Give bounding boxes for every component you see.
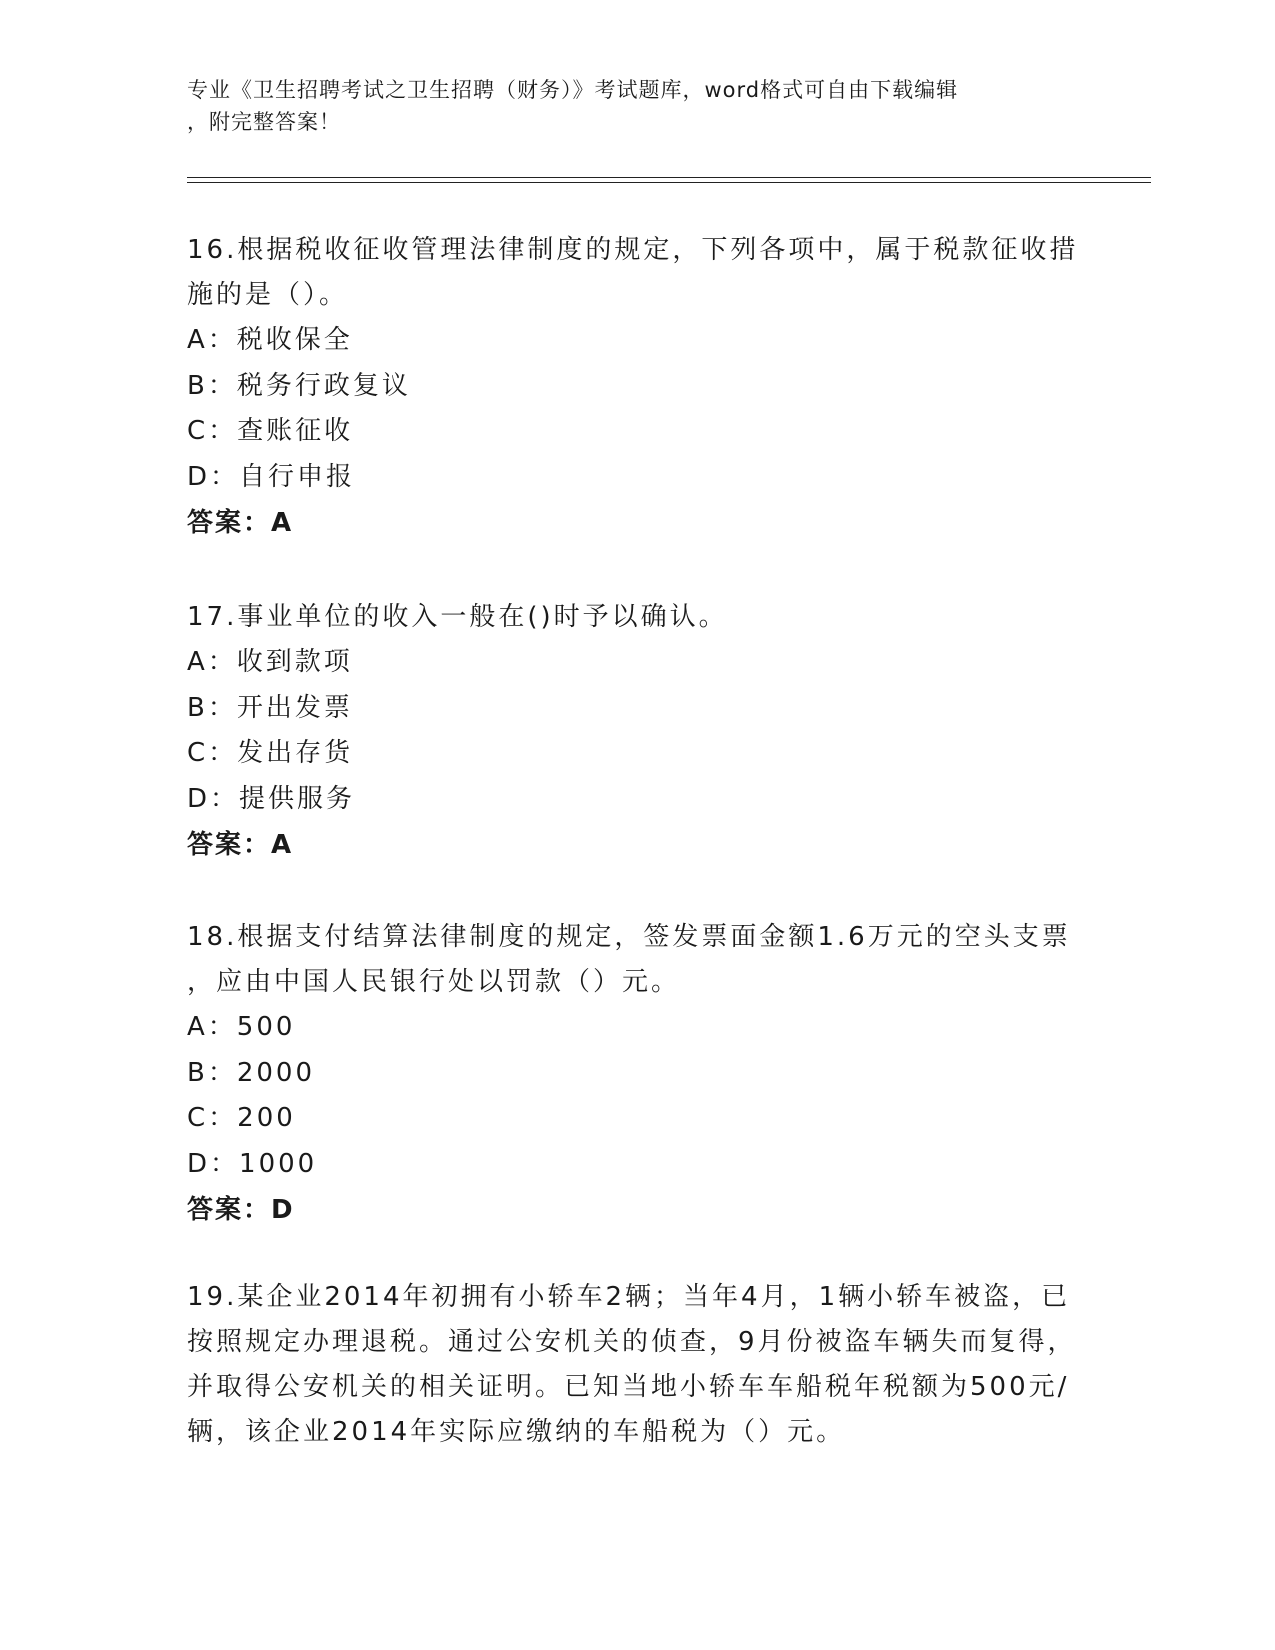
answer: 答案：D (187, 1195, 295, 1225)
question-stem (187, 915, 1077, 1005)
option-d: D：1000 (187, 1148, 318, 1179)
stem-line: 18.根据支付结算法律制度的规定，签发票面金额1.6万元的空头支票 (187, 922, 1071, 952)
option-a: A：税收保全 (187, 325, 353, 355)
header-divider-bottom (187, 182, 1151, 183)
option-c: C：200 (187, 1103, 296, 1133)
option-d: D：提供服务 (187, 783, 356, 814)
stem-line: 辆，该企业2014年实际应缴纳的车船税为（）元。 (187, 1417, 846, 1447)
header-divider-top (187, 177, 1151, 178)
question-stem (187, 1275, 1077, 1455)
option-b: B：税务行政复议 (187, 370, 411, 401)
option-b: B：开出发票 (187, 692, 353, 723)
question-stem (187, 595, 1077, 640)
answer: 答案：A (187, 508, 294, 538)
header-line-1: 专业《卫生招聘考试之卫生招聘（财务）》考试题库，word格式可自由下载编辑 (187, 78, 959, 102)
option-d: D：自行申报 (187, 461, 356, 492)
option-list (187, 640, 1077, 822)
stem-line: 16.根据税收征收管理法律制度的规定，下列各项中，属于税款征收措 (187, 235, 1079, 265)
question-19 (187, 1275, 1077, 1455)
document-header (187, 74, 1067, 138)
question-18 (187, 915, 1077, 1233)
question-17 (187, 595, 1077, 868)
header-line-2: ，附完整答案！ (187, 110, 341, 134)
option-list (187, 318, 1077, 500)
stem-line: 19.某企业2014年初拥有小轿车2辆；当年4月，1辆小轿车被盗，已 (187, 1282, 1071, 1312)
option-b: B：2000 (187, 1057, 316, 1088)
stem-line: 17.事业单位的收入一般在()时予以确认。 (187, 602, 728, 632)
stem-line: 施的是（）。 (187, 280, 349, 310)
question-16 (187, 228, 1077, 546)
option-a: A：收到款项 (187, 647, 353, 677)
option-c: C：查账征收 (187, 416, 354, 446)
stem-line: 按照规定办理退税。通过公安机关的侦查，9月份被盗车辆失而复得， (187, 1327, 1077, 1357)
option-list (187, 1005, 1077, 1187)
option-c: C：发出存货 (187, 738, 354, 768)
stem-line: ，应由中国人民银行处以罚款（）元。 (187, 967, 681, 997)
option-a: A：500 (187, 1012, 296, 1042)
question-stem (187, 228, 1077, 318)
stem-line: 并取得公安机关的相关证明。已知当地小轿车车船税年税额为500元/ (187, 1372, 1070, 1402)
answer: 答案：A (187, 830, 294, 860)
